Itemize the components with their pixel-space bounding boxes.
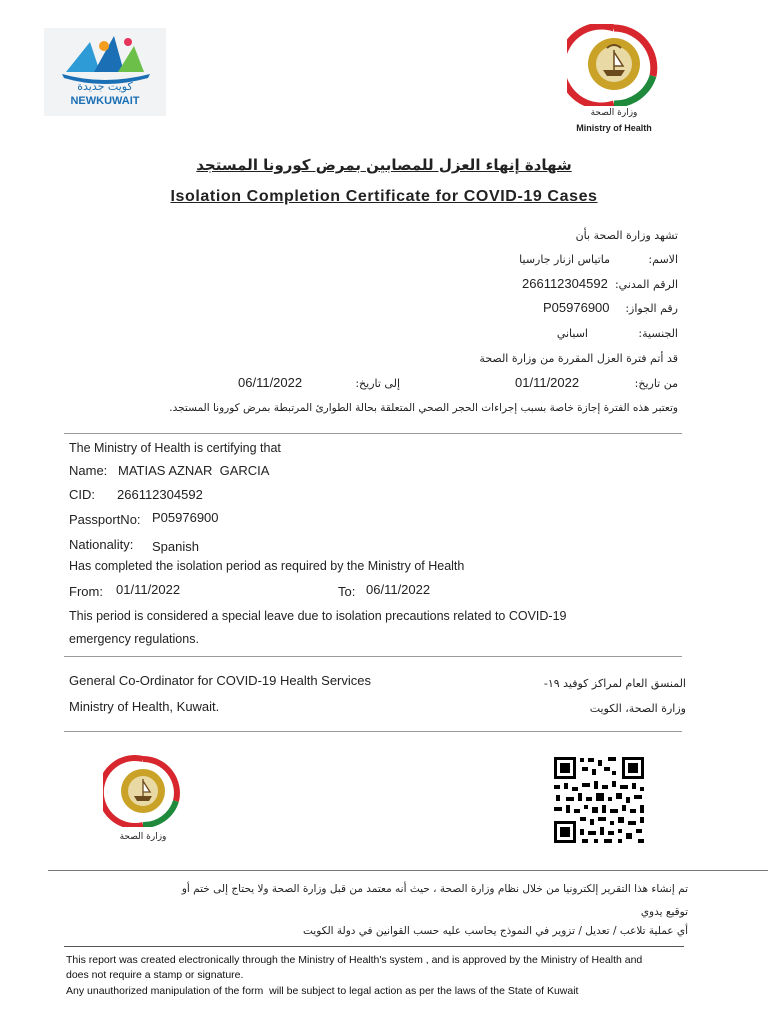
en-passport-value: P05976900 bbox=[152, 510, 219, 525]
ar-from-label: من تاريخ: bbox=[634, 377, 678, 390]
en-passport-label: PassportNo: bbox=[69, 512, 141, 527]
ministry-name-en: Ministry of Health bbox=[576, 123, 652, 133]
ar-certify: تشهد وزارة الصحة بأن bbox=[575, 229, 678, 242]
title-arabic-text: شهادة إنهاء العزل للمصابين بمرض كورونا المستجد bbox=[196, 156, 572, 174]
en-certify: The Ministry of Health is certifying that bbox=[69, 441, 281, 455]
ministry-emblem-icon bbox=[567, 24, 661, 106]
ar-cid-value: 266112304592 bbox=[522, 276, 608, 291]
ar-passport-value: P05976900 bbox=[543, 300, 610, 315]
ministry-kuwait-en: Ministry of Health, Kuwait. bbox=[69, 699, 220, 714]
ar-passport-label: رقم الجواز: bbox=[625, 302, 678, 315]
coordinator-ar: المنسق العام لمراكز كوفيد ١٩- bbox=[543, 677, 686, 690]
ar-name-value: ماتياس ازنار جارسيا bbox=[519, 253, 610, 266]
newkuwait-brand-text: NEWKUWAIT bbox=[70, 95, 140, 107]
en-name-value: MATIAS AZNAR GARCIA bbox=[118, 463, 270, 478]
notice-ar-line3: أي عملية تلاعب / تعديل / تزوير في النموذج يحاسب عليه حسب القوانين في دولة الكويت bbox=[302, 925, 688, 937]
en-completed: Has completed the isolation period as required by the Ministry of Health bbox=[69, 559, 465, 573]
ar-to-value: 06/11/2022 bbox=[238, 375, 303, 390]
ar-nationality-label: الجنسية: bbox=[638, 327, 678, 340]
en-leave-line1: This period is considered a special leave due to isolation precautions related to COVID-19 bbox=[69, 609, 567, 623]
stamp-ministry-ar: وزارة الصحة bbox=[119, 832, 167, 842]
en-cid-label: CID: bbox=[69, 487, 95, 502]
en-nationality-label: Nationality: bbox=[69, 537, 134, 552]
en-to-value: 06/11/2022 bbox=[366, 582, 431, 597]
newkuwait-logo bbox=[44, 28, 166, 116]
ar-completed: قد أتم فترة العزل المقررة من وزارة الصحة bbox=[479, 352, 678, 365]
en-cid-value: 266112304592 bbox=[117, 487, 203, 502]
divider bbox=[64, 946, 684, 947]
ar-to-label: إلى تاريخ: bbox=[355, 377, 400, 390]
ar-leave: وتعتبر هذه الفترة إجازة خاصة بسبب إجراءات الحجر الصحي المتعلقة بحالة الطوارئ المرتبطة بمرض كورونا المستجد. bbox=[169, 402, 678, 414]
en-to-label: To: bbox=[338, 584, 356, 599]
coordinator-en: General Co-Ordinator for COVID-19 Health Services bbox=[69, 673, 372, 688]
ar-from-value: 01/11/2022 bbox=[515, 375, 580, 390]
notice-en-line1: This report was created electronically through the Ministry of Health's system , and is approved by the Ministry of Health and bbox=[66, 954, 643, 966]
notice-ar-line2: توقيع يدوي bbox=[640, 906, 688, 918]
ministry-name-ar: وزارة الصحة bbox=[590, 108, 638, 118]
newkuwait-arabic-text: كويت جديدة bbox=[77, 80, 133, 93]
title-english bbox=[0, 188, 768, 206]
newkuwait-emblem-icon bbox=[44, 28, 166, 88]
qr-code-icon bbox=[552, 755, 646, 845]
divider bbox=[64, 656, 682, 657]
en-nationality-value: Spanish bbox=[152, 539, 199, 554]
title-english-text: Isolation Completion Certificate for COVID-19 Cases bbox=[170, 188, 598, 205]
en-from-label: From: bbox=[69, 584, 103, 599]
notice-ar-line1: تم إنشاء هذا التقرير إلكترونيا من خلال نظام وزارة الصحة ، حيث أنه معتمد من قبل وزارة الصحة ولا يحتاج إلى ختم أو bbox=[181, 883, 688, 895]
en-leave-line2: emergency regulations. bbox=[69, 632, 199, 646]
en-name-label: Name: bbox=[69, 463, 108, 478]
notice-en-line2: does not require a stamp or signature. bbox=[66, 969, 244, 981]
divider bbox=[64, 433, 682, 434]
ministry-stamp-icon bbox=[103, 755, 183, 827]
ministry-emblem bbox=[567, 24, 661, 106]
notice-en-line3: Any unauthorized manipulation of the form will be subject to legal action as per the laws of the State of Kuwait bbox=[66, 985, 579, 997]
divider bbox=[48, 870, 768, 871]
en-from-value: 01/11/2022 bbox=[116, 582, 181, 597]
ar-nationality-value: اسباني bbox=[556, 327, 588, 340]
divider bbox=[64, 731, 682, 732]
title-arabic bbox=[0, 156, 768, 174]
qr-code bbox=[552, 755, 646, 845]
ministry-kuwait-ar: وزارة الصحة، الكويت bbox=[589, 702, 686, 715]
ar-cid-label: الرقم المدني: bbox=[614, 278, 678, 291]
ar-name-label: الاسم: bbox=[648, 253, 678, 266]
ministry-stamp bbox=[103, 755, 183, 827]
